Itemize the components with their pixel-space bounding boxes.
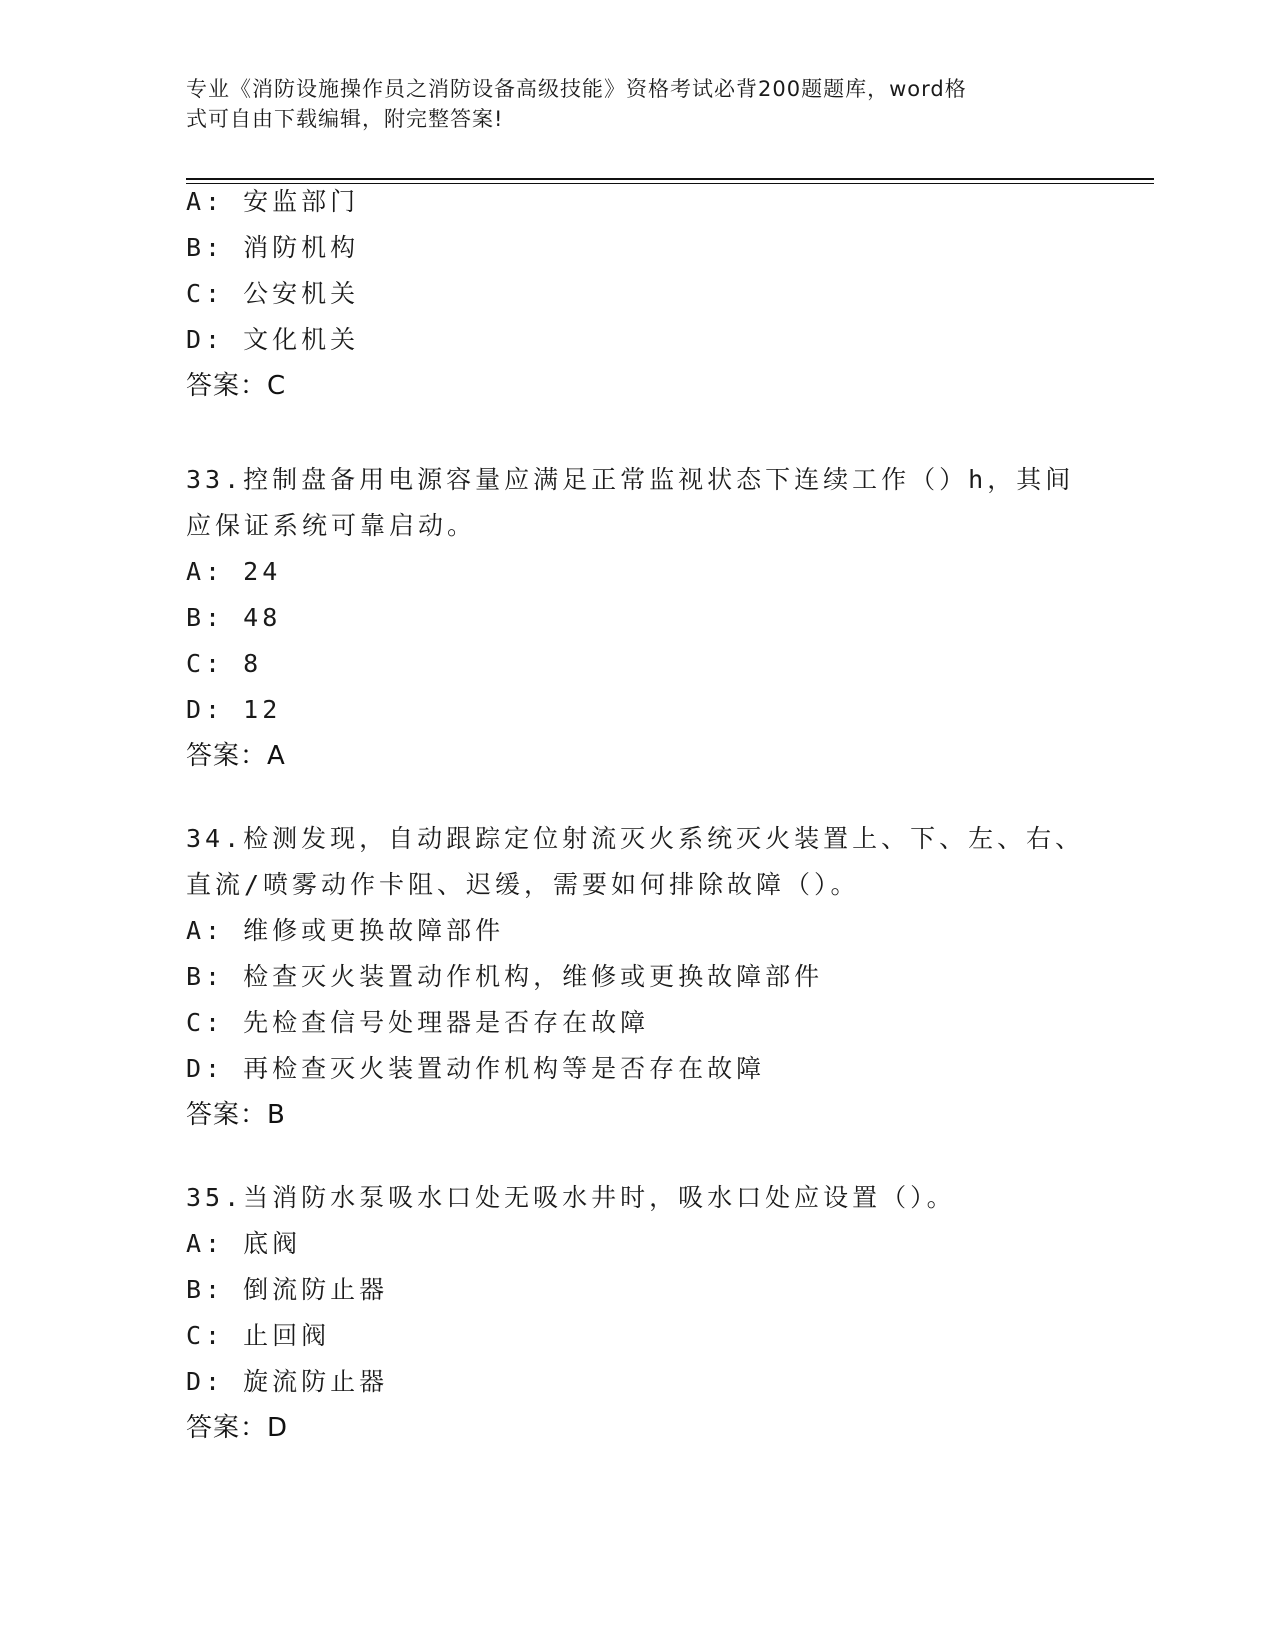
q34-option-a: A: 维修或更换故障部件 <box>186 916 505 945</box>
question-33-block <box>186 457 1086 779</box>
q34-stem-line-1: 34.检测发现，自动跟踪定位射流灭火系统灭火装置上、下、左、右、 <box>186 824 1085 853</box>
q35-option-a: A: 底阀 <box>186 1229 302 1258</box>
q35-option-b: B: 倒流防止器 <box>186 1275 389 1304</box>
q33-option-a: A: 24 <box>186 557 282 586</box>
q34-answer: 答案：B <box>186 1100 286 1130</box>
header-line-2: 式可自由下载编辑，附完整答案! <box>186 107 504 131</box>
q33-stem-line-2: 应保证系统可靠启动。 <box>186 511 477 540</box>
q32-option-c: C: 公安机关 <box>186 279 360 308</box>
question-34-block <box>186 816 1086 1138</box>
question-32-block <box>186 179 1086 409</box>
q34-option-d: D: 再检查灭火装置动作机构等是否存在故障 <box>186 1054 766 1083</box>
q33-answer: 答案：A <box>186 741 286 771</box>
q35-option-d: D: 旋流防止器 <box>186 1367 389 1396</box>
q33-stem-line-1: 33.控制盘备用电源容量应满足正常监视状态下连续工作（）h，其间 <box>186 465 1075 494</box>
q35-option-c: C: 止回阀 <box>186 1321 331 1350</box>
q33-option-d: D: 12 <box>186 695 282 724</box>
question-35-block <box>186 1175 1086 1451</box>
q34-stem-line-2: 直流/喷雾动作卡阻、迟缓，需要如何排除故障（）。 <box>186 870 860 899</box>
q32-option-b: B: 消防机构 <box>186 233 360 262</box>
q33-option-c: C: 8 <box>186 649 263 678</box>
q32-option-a: A: 安监部门 <box>186 187 360 216</box>
q34-option-c: C: 先检查信号处理器是否存在故障 <box>186 1008 650 1037</box>
q35-answer: 答案：D <box>186 1413 289 1443</box>
header-line-1: 专业《消防设施操作员之消防设备高级技能》资格考试必背200题题库，word格 <box>186 77 967 101</box>
q35-stem-line-1: 35.当消防水泵吸水口处无吸水井时，吸水口处应设置（）。 <box>186 1183 956 1212</box>
q32-option-d: D: 文化机关 <box>186 325 360 354</box>
q33-option-b: B: 48 <box>186 603 282 632</box>
q34-option-b: B: 检查灭火装置动作机构，维修或更换故障部件 <box>186 962 824 991</box>
q32-answer: 答案：C <box>186 371 287 401</box>
document-header <box>186 74 1066 134</box>
